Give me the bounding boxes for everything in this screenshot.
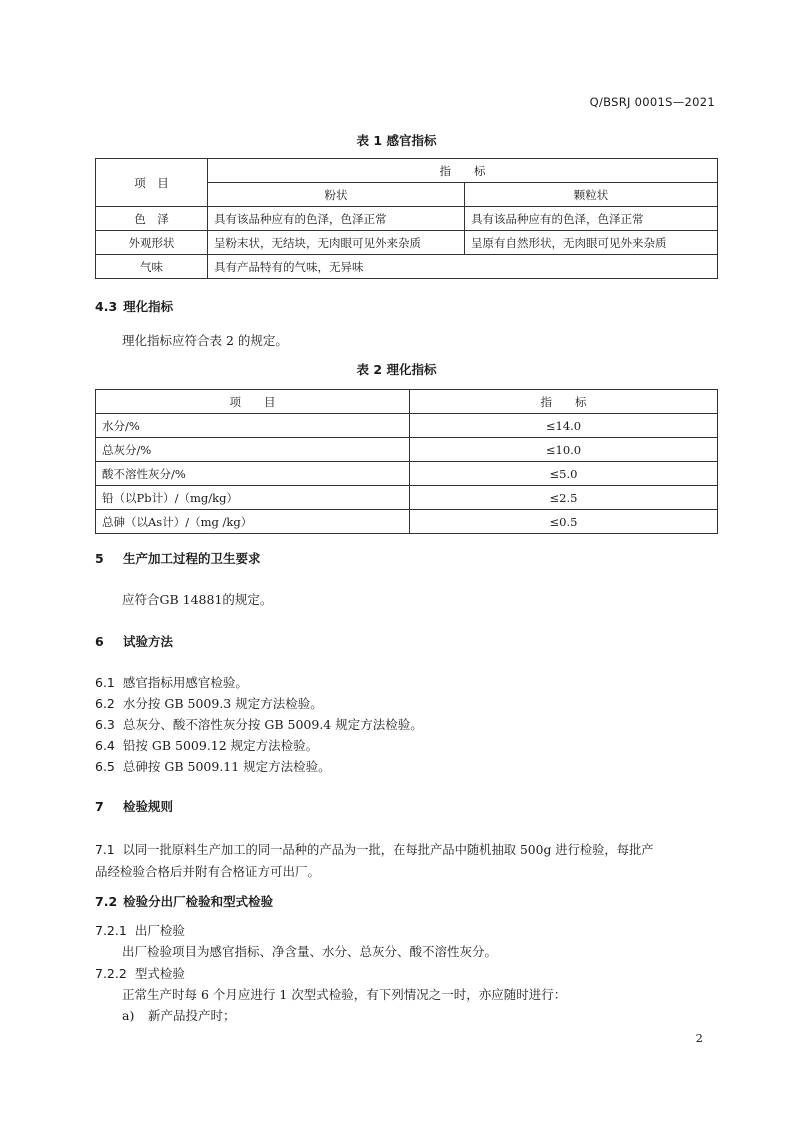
list-item xyxy=(95,694,323,712)
section-5-heading xyxy=(95,549,261,567)
table-row xyxy=(96,510,718,534)
section-number: 5 xyxy=(95,551,104,566)
item-number: 6.4 xyxy=(95,738,115,753)
table-row xyxy=(96,462,718,486)
table-row xyxy=(96,231,718,255)
table2-cell-value: ≤10.0 xyxy=(410,438,718,462)
table2-header-index: 指 标 xyxy=(410,390,718,414)
item-number: 6.2 xyxy=(95,696,115,711)
table1-header-index: 指 标 xyxy=(208,159,718,183)
table-row xyxy=(96,207,718,231)
list-item xyxy=(122,1006,236,1024)
list-item xyxy=(95,715,423,733)
item-number: 6.3 xyxy=(95,717,115,732)
section-number: 7 xyxy=(95,799,104,814)
table1-cell-item: 气味 xyxy=(96,255,208,279)
table-row xyxy=(96,255,718,279)
section-7-1-line1 xyxy=(95,840,654,858)
section-4-3-heading xyxy=(95,297,173,315)
table1-cell-granule: 呈原有自然形状，无肉眼可见外来杂质 xyxy=(465,231,718,255)
item-title: 出厂检验 xyxy=(134,923,185,938)
section-7-heading xyxy=(95,797,173,815)
section-number: 6 xyxy=(95,634,104,649)
section-title: 检验分出厂检验和型式检验 xyxy=(123,894,274,909)
section-4-3-text: 理化指标应符合表 2 的规定。 xyxy=(122,333,288,348)
section-7-2-heading xyxy=(95,892,273,910)
item-number: 7.2.2 xyxy=(95,966,127,981)
table2-cell-value: ≤5.0 xyxy=(410,462,718,486)
table2-title: 表 2 理化指标 xyxy=(356,362,437,377)
section-title: 试验方法 xyxy=(123,634,174,649)
table1-cell-powder: 具有该品种应有的色泽，色泽正常 xyxy=(208,207,465,231)
section-title: 理化指标 xyxy=(123,299,174,314)
item-number: 7.1 xyxy=(95,843,115,857)
section-7-1-line2: 品经检验合格后并附有合格证方可出厂。 xyxy=(95,864,321,879)
table1-cell-merged: 具有产品特有的气味，无异味 xyxy=(208,255,718,279)
table-row xyxy=(96,486,718,510)
table1-cell-powder: 呈粉末状，无结块，无肉眼可见外来杂质 xyxy=(208,231,465,255)
physchem-table xyxy=(95,389,718,534)
section-7-2-1-text: 出厂检验项目为感官指标、净含量、水分、总灰分、酸不溶性灰分。 xyxy=(122,944,498,959)
item-text: 总灰分、酸不溶性灰分按 GB 5009.4 规定方法检验。 xyxy=(122,717,423,732)
item-text: 新产品投产时； xyxy=(148,1008,236,1023)
item-label: a) xyxy=(122,1008,135,1023)
list-item xyxy=(95,736,318,754)
table1-header-granule: 颗粒状 xyxy=(465,183,718,207)
item-number: 6.1 xyxy=(95,675,115,690)
table-row xyxy=(96,414,718,438)
page-number: 2 xyxy=(695,1031,703,1045)
item-text: 感官指标用感官检验。 xyxy=(122,675,248,690)
section-number: 7.2 xyxy=(95,894,118,909)
table1-cell-item: 色 泽 xyxy=(96,207,208,231)
section-7-2-2-text: 正常生产时每 6 个月应进行 1 次型式检验，有下列情况之一时，亦应随时进行： xyxy=(122,987,567,1002)
table1-header-powder: 粉状 xyxy=(208,183,465,207)
section-7-2-1-heading xyxy=(95,921,185,939)
table2-cell-value: ≤14.0 xyxy=(410,414,718,438)
list-item xyxy=(95,757,331,775)
section-7-2-2-heading xyxy=(95,964,185,982)
table1-cell-item: 外观形状 xyxy=(96,231,208,255)
table2-header-item: 项 目 xyxy=(96,390,410,414)
item-text: 总砷按 GB 5009.11 规定方法检验。 xyxy=(122,759,331,774)
item-text: 铅按 GB 5009.12 规定方法检验。 xyxy=(122,738,319,753)
document-code-header: Q/BSRJ 0001S—2021 xyxy=(589,95,715,109)
table1-cell-granule: 具有该品种应有的色泽，色泽正常 xyxy=(465,207,718,231)
section-number: 4.3 xyxy=(95,299,118,314)
table1-header-item: 项 目 xyxy=(96,159,208,207)
section-title: 检验规则 xyxy=(123,799,174,814)
list-item xyxy=(95,673,248,691)
section-5-text: 应符合GB 14881的规定。 xyxy=(122,592,273,607)
table2-cell-item: 总灰分/% xyxy=(96,438,410,462)
table2-cell-value: ≤0.5 xyxy=(410,510,718,534)
table2-cell-value: ≤2.5 xyxy=(410,486,718,510)
section-6-heading xyxy=(95,632,173,650)
item-title: 型式检验 xyxy=(134,966,185,981)
item-number: 7.2.1 xyxy=(95,923,127,938)
item-number: 6.5 xyxy=(95,759,115,774)
table1-title: 表 1 感官指标 xyxy=(356,133,437,148)
table2-cell-item: 铅（以Pb计）/（mg/kg） xyxy=(96,486,410,510)
sensory-table xyxy=(95,158,718,279)
section-title: 生产加工过程的卫生要求 xyxy=(123,551,261,566)
table2-cell-item: 水分/% xyxy=(96,414,410,438)
table2-cell-item: 酸不溶性灰分/% xyxy=(96,462,410,486)
item-text: 水分按 GB 5009.3 规定方法检验。 xyxy=(122,696,323,711)
table-row xyxy=(96,438,718,462)
item-text: 以同一批原料生产加工的同一品种的产品为一批，在每批产品中随机抽取 500g 进行检验，每批产 xyxy=(122,843,654,857)
table2-cell-item: 总砷（以As计）/（mg /kg） xyxy=(96,510,410,534)
